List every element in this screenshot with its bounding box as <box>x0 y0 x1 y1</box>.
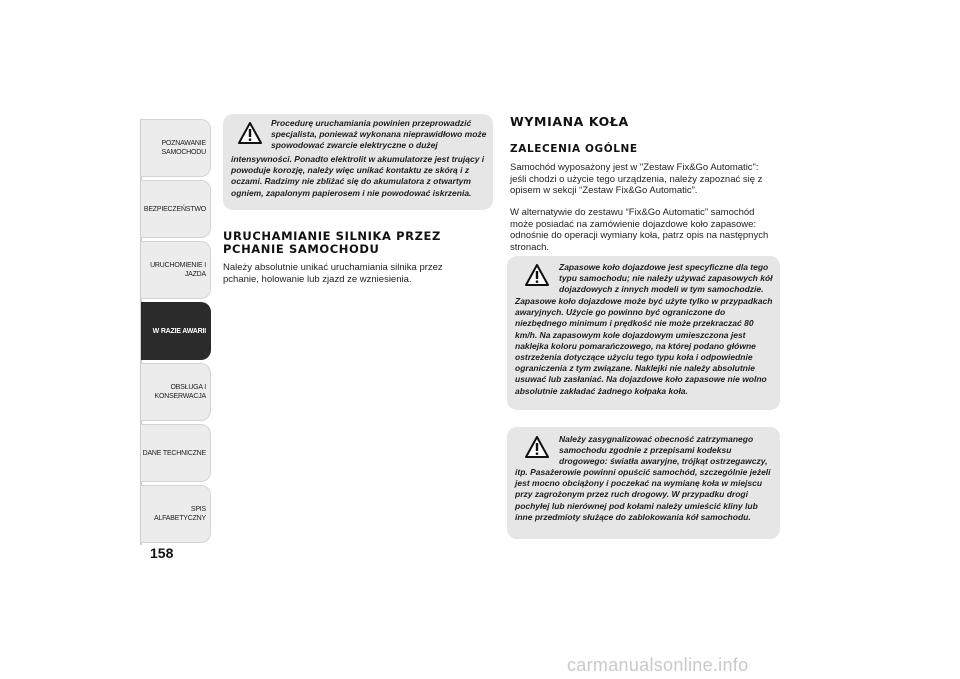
warning-box-stopped-vehicle <box>507 427 780 539</box>
warning-box-starting <box>223 114 493 210</box>
tab-label: W RAZIE AWARII <box>152 327 206 335</box>
tab-w-razie-awarii[interactable] <box>141 302 211 360</box>
tab-bezpieczenstwo[interactable] <box>141 180 211 238</box>
warning-body-text: itp. Pasażerowie powinni opuścić samochód, szczególnie jeżeli jest mocno obciążony i poczekać na wymianę koła w miejscu przy zagrożonym przez ruch drogowy. W przypadku drogi pochyłej lub nierównej pod kołami należy umieścić kliny lub inne przedmioty służące do zablokowania kół samochodu. <box>515 467 771 522</box>
tab-label: BEZPIECZEŃSTWO <box>143 205 206 213</box>
warning-head-text: Należy zasygnalizować obecność zatrzymanego samochodu zgodnie z przepisami kodeksu drogowego: światła awaryjne, trójkąt ostrzegawczy, <box>559 434 768 467</box>
section-title-push-start: URUCHAMIANIE SILNIKA PRZEZ PCHANIE SAMOCHODU <box>223 229 441 256</box>
warning-head-text: Zapasowe koło dojazdowe jest specyficzne dla tego typu samochodu; nie należy używać zapasowych kół dojazdowych z innych modeli w tym samochodzie. <box>559 262 773 295</box>
tab-obsluga-konserwacja[interactable] <box>141 363 211 421</box>
warning-head-text: Procedurę uruchamiania powinien przeprowadzić specjalista, ponieważ wykonana nieprawidłowo może spowodować zwarcie elektryczne o dużej <box>271 118 487 151</box>
tab-uruchomienie-jazda[interactable] <box>141 241 211 299</box>
tab-dane-techniczne[interactable] <box>141 424 211 482</box>
intro-paragraph-2: W alternatywie do zestawu “Fix&Go Automatic” samochód może posiadać na zamówienie dojazdowe koło zapasowe: odnośnie do operacji wymiany koła, patrz opis na następnych stronach. <box>510 207 769 253</box>
warning-box-spare-wheel <box>507 256 780 410</box>
page-number: 158 <box>150 545 174 561</box>
intro-paragraph-1: Samochód wyposażony jest w "Zestaw Fix&Go Automatic": jeśli chodzi o użycie tego urządzenia, należy zapoznać się z opisem w sekcji “Zestaw Fix&Go Automatic”. <box>510 162 763 197</box>
tab-label: URUCHOMIENIE I JAZDA <box>150 262 206 278</box>
watermark: carmanualsonline.info <box>567 655 749 675</box>
warning-body-text: Zapasowe koło dojazdowe może być użyte tylko w przypadkach awaryjnych. Użycie go powinno być ograniczone do niezbędnego minimum i prędkość nie może przekraczać 80 km/h. Na zapasowym kole dojazdowym umieszczona jest naklejka koloru pomarańczowego, na której podano główne ostrzeżenia dotyczące użyciu tego typu koła i odpowiednie ograniczenia z tym związane. Naklejki nie należy absolutnie usuwać lub zasłaniać. Na dojazdowe koło zapasowe nie wolno absolutnie zakładać żadnego kołpaka koła. <box>515 296 773 396</box>
warning-body-text: intensywności. Ponadto elektrolit w akumulatorze jest trujący i powoduje korozję, należy więc unikać kontaktu ze skórą i z oczami. Radzimy nie zbliżać się do akumulatora z otwartym ogniem, zapalonym papierosem i nie powodować iskrzenia. <box>231 154 485 198</box>
tab-label: DANE TECHNICZNE <box>142 449 206 457</box>
tab-spis-alfabetyczny[interactable] <box>141 485 211 543</box>
warning-triangle-icon <box>525 264 549 286</box>
tab-label: OBSŁUGA I KONSERWACJA <box>154 384 206 400</box>
warning-triangle-icon <box>238 122 262 144</box>
warning-triangle-icon <box>525 436 549 458</box>
push-start-text: Należy absolutnie unikać uruchamiania silnika przez pchanie, holowanie lub zjazd ze wzniesienia. <box>223 262 443 285</box>
page-title: WYMIANA KOŁA <box>510 114 629 129</box>
tab-label: POZNAWANIE SAMOCHODU <box>161 140 206 156</box>
section-subtitle: ZALECENIA OGÓLNE <box>510 143 638 155</box>
tab-label: SPIS ALFABETYCZNY <box>153 506 206 522</box>
tab-poznawanie-samochodu[interactable] <box>141 119 211 177</box>
